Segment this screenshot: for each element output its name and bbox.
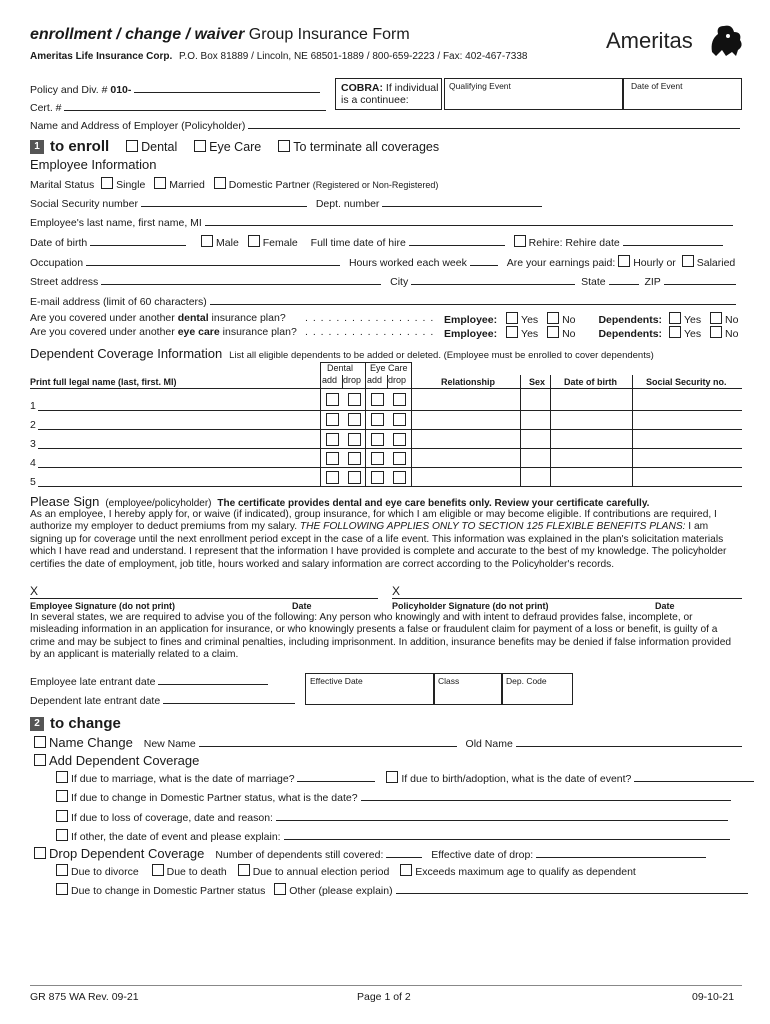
fulltime-label: Full time date of hire bbox=[310, 237, 406, 249]
dep-code-label: Dep. Code bbox=[506, 676, 547, 686]
drop-dependent-row bbox=[34, 846, 706, 861]
dep2-eye-add-checkbox[interactable] bbox=[371, 413, 384, 426]
drop-reasons-row bbox=[56, 864, 636, 878]
lion-icon bbox=[706, 22, 746, 58]
dental-answers bbox=[444, 312, 738, 326]
section-number-1: 1 bbox=[30, 140, 44, 154]
dep-sep-6 bbox=[520, 375, 521, 487]
sign-p1: As an employee, I hereby apply for, or waive (if indicated), group insurance, for which I am eligible or may become eligible. If contributions are required, I authorize my employer to deduct premiums from my salary. bbox=[30, 509, 717, 533]
policyholder-signature-line[interactable] bbox=[392, 598, 742, 599]
dental-dep-yes-label: Yes bbox=[683, 314, 702, 326]
company-address: P.O. Box 81889 / Lincoln, NE 68501-1889 / 800-659-2223 / Fax: 402-467-7338 bbox=[179, 51, 528, 62]
dep1-eye-add-checkbox[interactable] bbox=[371, 393, 384, 406]
hourly-label: Hourly or bbox=[633, 257, 676, 269]
dep3-eye-drop-checkbox[interactable] bbox=[393, 433, 406, 446]
dep5-dental-drop-checkbox[interactable] bbox=[348, 471, 361, 484]
num-deps-field[interactable] bbox=[386, 847, 422, 858]
female-checkbox[interactable] bbox=[248, 235, 260, 247]
dp-change-label: Due to change in Domestic Partner status bbox=[71, 885, 266, 897]
marital-row bbox=[30, 177, 438, 191]
policyholder-signature-label: Policyholder Signature (do not print) bbox=[392, 601, 549, 611]
annual-label: Due to annual election period bbox=[252, 866, 390, 878]
dep-row-number: 1 bbox=[30, 400, 36, 412]
policy-label: Policy and Div. # bbox=[30, 84, 108, 96]
employee-name-label: Employee's last name, first name, MI bbox=[30, 217, 202, 229]
eye-answers bbox=[444, 326, 738, 340]
dep-col-dental-add: add bbox=[322, 375, 338, 385]
employee-signature-x: X bbox=[30, 584, 39, 598]
date-of-event-box[interactable] bbox=[622, 78, 742, 110]
dep-col-eyecare: Eye Care bbox=[370, 363, 408, 373]
occupation-label: Occupation bbox=[30, 257, 84, 269]
annual-checkbox[interactable] bbox=[238, 864, 250, 876]
dep4-eye-add-checkbox[interactable] bbox=[371, 452, 384, 465]
address-row bbox=[30, 274, 736, 288]
cobra-box bbox=[335, 78, 442, 110]
other-explain-label: Other (please explain) bbox=[289, 885, 393, 897]
enroll-heading bbox=[30, 138, 439, 155]
dep-sep-1 bbox=[320, 363, 321, 487]
change-heading bbox=[30, 715, 121, 732]
dental-dep-no-checkbox[interactable] bbox=[710, 312, 722, 324]
zip-field[interactable] bbox=[664, 274, 736, 285]
eye-dep-yes-checkbox[interactable] bbox=[669, 326, 681, 338]
domestic-label: Domestic Partner bbox=[228, 179, 310, 191]
new-name-field[interactable] bbox=[199, 736, 457, 747]
employee-signature-label: Employee Signature (do not print) bbox=[30, 601, 176, 611]
cert-field[interactable] bbox=[64, 100, 326, 111]
form-title-rest: Group Insurance Form bbox=[244, 26, 410, 43]
dependent-heading bbox=[30, 346, 654, 361]
zip-label: ZIP bbox=[644, 276, 661, 288]
dep-row-line[interactable] bbox=[38, 410, 742, 411]
q-dental-bold: dental bbox=[177, 312, 209, 324]
birth-label: If due to birth/adoption, what is the date of event? bbox=[401, 773, 632, 785]
other-explain-field[interactable] bbox=[396, 883, 748, 894]
dep-row-line[interactable] bbox=[38, 429, 742, 430]
dependent-note: List all eligible dependents to be added or deleted. (Employee must be enrolled to cover dependents) bbox=[229, 350, 654, 361]
eye-emp-no-checkbox[interactable] bbox=[547, 326, 559, 338]
employer-row bbox=[30, 118, 740, 132]
state-field[interactable] bbox=[609, 274, 639, 285]
dental-emp-yes-checkbox[interactable] bbox=[506, 312, 518, 324]
dep-col-sex: Sex bbox=[529, 377, 546, 387]
birth-field[interactable] bbox=[634, 771, 754, 782]
dep5-dental-add-checkbox[interactable] bbox=[326, 471, 339, 484]
female-label: Female bbox=[262, 237, 298, 249]
hours-label: Hours worked each week bbox=[348, 257, 467, 269]
email-field[interactable] bbox=[210, 294, 736, 305]
dependent-late-label: Dependent late entrant date bbox=[30, 695, 161, 707]
employee-date-label: Date bbox=[292, 601, 312, 611]
city-field[interactable] bbox=[411, 274, 575, 285]
add-dependent-checkbox[interactable] bbox=[34, 754, 46, 766]
single-checkbox[interactable] bbox=[101, 177, 113, 189]
dep-col-eye-drop: drop bbox=[388, 375, 407, 385]
marriage-row bbox=[56, 771, 754, 785]
domestic-change-row bbox=[56, 790, 731, 804]
dep-row-number: 3 bbox=[30, 438, 36, 450]
logo-text: Ameritas bbox=[606, 28, 693, 53]
salaried-label: Salaried bbox=[696, 257, 736, 269]
ssn-row bbox=[30, 196, 542, 210]
occupation-field[interactable] bbox=[86, 255, 340, 266]
eye-dep-no-checkbox[interactable] bbox=[710, 326, 722, 338]
dep-row-number: 5 bbox=[30, 476, 36, 488]
dob-label: Date of birth bbox=[30, 237, 88, 249]
dep-col-dental-drop: drop bbox=[343, 375, 362, 385]
policy-number bbox=[30, 82, 320, 96]
employee-late-label: Employee late entrant date bbox=[30, 676, 156, 688]
dob-field[interactable] bbox=[90, 235, 186, 246]
dep1-eye-drop-checkbox[interactable] bbox=[393, 393, 406, 406]
dep1-dental-add-checkbox[interactable] bbox=[326, 393, 339, 406]
footer-page-number: Page 1 of 2 bbox=[357, 991, 411, 1003]
old-name-field[interactable] bbox=[516, 736, 742, 747]
dep4-dental-add-checkbox[interactable] bbox=[326, 452, 339, 465]
hours-field[interactable] bbox=[470, 255, 498, 266]
class-box[interactable] bbox=[433, 673, 503, 705]
employee-late-field[interactable] bbox=[158, 674, 268, 685]
footer-rule bbox=[30, 985, 742, 986]
dep1-dental-drop-checkbox[interactable] bbox=[348, 393, 361, 406]
dep4-dental-drop-checkbox[interactable] bbox=[348, 452, 361, 465]
single-label: Single bbox=[116, 179, 146, 191]
dental-label: Dental bbox=[141, 140, 178, 154]
dep-row-number: 2 bbox=[30, 419, 36, 431]
q-dental-pre: Are you covered under another bbox=[30, 312, 178, 324]
sign-paragraph bbox=[30, 509, 742, 571]
state-label: State bbox=[581, 276, 606, 288]
cobra-label: COBRA: bbox=[341, 82, 383, 94]
dep-col-name: Print full legal name (last, first. MI) bbox=[30, 377, 177, 387]
employer-field[interactable] bbox=[248, 118, 740, 129]
dp-change-checkbox[interactable] bbox=[56, 883, 68, 895]
dep-code-box[interactable] bbox=[501, 673, 573, 705]
company-line bbox=[30, 51, 527, 62]
cert-number bbox=[30, 100, 326, 114]
dep-row-line[interactable] bbox=[38, 467, 742, 468]
other-event-row bbox=[56, 829, 730, 843]
street-label: Street address bbox=[30, 276, 99, 288]
dep-col-ssn: Social Security no. bbox=[646, 377, 727, 387]
employee-signature-line[interactable] bbox=[30, 598, 378, 599]
other-event-field[interactable] bbox=[284, 829, 730, 840]
dep3-eye-add-checkbox[interactable] bbox=[371, 433, 384, 446]
sign-bold: The certificate provides dental and eye care benefits only. Review your certificate carefully. bbox=[217, 498, 650, 509]
dep-col-dob: Date of birth bbox=[564, 377, 617, 387]
domestic-checkbox[interactable] bbox=[214, 177, 226, 189]
dep-row-number: 4 bbox=[30, 457, 36, 469]
dependent-late-row bbox=[30, 693, 295, 707]
employee-info-heading: Employee Information bbox=[30, 157, 157, 172]
dental-dependents-label: Dependents: bbox=[598, 314, 663, 326]
sign-heading bbox=[30, 494, 649, 509]
change-title: to change bbox=[50, 715, 121, 732]
drop-dependent-label: Drop Dependent Coverage bbox=[49, 846, 205, 861]
effective-date-box[interactable] bbox=[305, 673, 435, 705]
dep-sep-8 bbox=[632, 375, 633, 487]
dep3-dental-drop-checkbox[interactable] bbox=[348, 433, 361, 446]
other-eye-question bbox=[30, 326, 297, 338]
dental-emp-no-label: No bbox=[562, 314, 576, 326]
dental-dots: . . . . . . . . . . . . . . . . . bbox=[305, 312, 435, 324]
email-label: E-mail address (limit of 60 characters) bbox=[30, 296, 207, 308]
sign-p2: I am signing up for coverage until the next enrollment period except in the case of a life event. This information was explained in the plan's solicitation materials which I have read and understand. I represent that the information I have provided is complete and accurate to the best of my knowledge. The policyholder certifies the date of employment, job title, hours worked and salary information are correct according to the Policyholder's records. bbox=[30, 521, 727, 570]
dependent-late-field[interactable] bbox=[163, 693, 295, 704]
enroll-title: to enroll bbox=[50, 138, 110, 155]
street-field[interactable] bbox=[101, 274, 381, 285]
marriage-field[interactable] bbox=[297, 771, 375, 782]
dep-table-header-line bbox=[30, 388, 742, 389]
q-eye-bold: eye care bbox=[177, 326, 220, 338]
rehire-label: Rehire: Rehire date bbox=[528, 237, 620, 249]
employer-label: Name and Address of Employer (Policyholder) bbox=[30, 120, 246, 132]
footer-form-number: GR 875 WA Rev. 09-21 bbox=[30, 991, 139, 1003]
eye-emp-yes-label: Yes bbox=[521, 328, 539, 340]
qualifying-event-label: Qualifying Event bbox=[449, 81, 511, 91]
effective-date-label: Effective Date bbox=[310, 676, 363, 686]
cert-label: Cert. # bbox=[30, 102, 62, 114]
domestic-change-checkbox[interactable] bbox=[56, 790, 68, 802]
domestic-note: (Registered or Non-Registered) bbox=[312, 180, 439, 190]
old-name-label: Old Name bbox=[465, 738, 513, 750]
terminate-label: To terminate all coverages bbox=[293, 140, 440, 154]
eye-dep-no-label: No bbox=[725, 328, 739, 340]
divorce-label: Due to divorce bbox=[71, 866, 139, 878]
date-of-event-label: Date of Event bbox=[631, 81, 683, 91]
class-label: Class bbox=[438, 676, 460, 686]
dep-sep-5 bbox=[411, 363, 412, 487]
other-event-checkbox[interactable] bbox=[56, 829, 68, 841]
q-dental-post: insurance plan? bbox=[208, 312, 286, 324]
logo bbox=[606, 28, 693, 54]
sign-title: Please Sign bbox=[30, 494, 100, 509]
policyholder-signature-x: X bbox=[392, 584, 401, 598]
dep3-dental-add-checkbox[interactable] bbox=[326, 433, 339, 446]
policy-prefix: 010- bbox=[110, 84, 132, 96]
divorce-checkbox[interactable] bbox=[56, 864, 68, 876]
eff-drop-field[interactable] bbox=[536, 847, 706, 858]
dep4-eye-drop-checkbox[interactable] bbox=[393, 452, 406, 465]
policyholder-date-label: Date bbox=[655, 601, 675, 611]
dental-emp-no-checkbox[interactable] bbox=[547, 312, 559, 324]
dep-col-dental: Dental bbox=[327, 363, 354, 373]
name-change-checkbox[interactable] bbox=[34, 736, 46, 748]
exceeds-age-label: Exceeds maximum age to qualify as dependent bbox=[415, 866, 636, 878]
loss-checkbox[interactable] bbox=[56, 810, 68, 822]
cobra-text: If individual bbox=[385, 82, 439, 94]
q-eye-post: insurance plan? bbox=[219, 326, 297, 338]
hourly-checkbox[interactable] bbox=[618, 255, 630, 267]
policy-field[interactable] bbox=[134, 82, 320, 93]
dep-col-relationship: Relationship bbox=[441, 377, 496, 387]
dept-field[interactable] bbox=[382, 196, 542, 207]
employee-name-field[interactable] bbox=[205, 215, 733, 226]
form-title-bold: enrollment / change / waiver bbox=[30, 26, 245, 43]
qualifying-event-box[interactable] bbox=[444, 78, 624, 110]
footer-date: 09-10-21 bbox=[692, 991, 735, 1003]
employee-late-row bbox=[30, 674, 268, 688]
dep-col-eye-add: add bbox=[367, 375, 383, 385]
dep5-eye-drop-checkbox[interactable] bbox=[393, 471, 406, 484]
city-label: City bbox=[390, 276, 409, 288]
name-change-row bbox=[34, 735, 742, 750]
eye-dep-yes-label: Yes bbox=[683, 328, 702, 340]
add-dependent-row bbox=[34, 753, 199, 768]
sign-p1-italic: THE FOLLOWING APPLIES ONLY TO SECTION 125 FLEXIBLE BENEFITS PLANS: bbox=[299, 521, 686, 533]
dep-row-line[interactable] bbox=[38, 448, 742, 449]
fraud-warning: In several states, we are required to advise you of the following: Any person who knowingly and with intent to defraud provides false, incomplete, or misleading information in an application for insurance, or who knowingly presents a false or fraudulent claim for payment of a loss or benefit, is guilty of a crime and may be subject to fines and criminal penalties, including imprisonment. In addition, insurance benefits may be denied if false information provided by an applicant is materially related to a claim. bbox=[30, 612, 732, 661]
male-checkbox[interactable] bbox=[201, 235, 213, 247]
terminate-checkbox[interactable] bbox=[278, 140, 290, 152]
add-dependent-label: Add Dependent Coverage bbox=[49, 753, 200, 768]
eyecare-label: Eye Care bbox=[209, 140, 262, 154]
rehire-checkbox[interactable] bbox=[514, 235, 526, 247]
earnings-label: Are your earnings paid: bbox=[506, 257, 616, 269]
eff-drop-label: Effective date of drop: bbox=[431, 849, 534, 861]
loss-field[interactable] bbox=[276, 810, 728, 821]
dep-sep-3 bbox=[365, 363, 366, 487]
birth-checkbox[interactable] bbox=[386, 771, 398, 783]
marital-label: Marital Status bbox=[30, 179, 95, 191]
dep-sep-4 bbox=[387, 375, 388, 389]
drop-other-row bbox=[56, 883, 748, 897]
dep2-dental-drop-checkbox[interactable] bbox=[348, 413, 361, 426]
eye-dots: . . . . . . . . . . . . . . . . . bbox=[305, 326, 435, 338]
marriage-checkbox[interactable] bbox=[56, 771, 68, 783]
eyecare-checkbox[interactable] bbox=[194, 140, 206, 152]
loss-label: If due to loss of coverage, date and reason: bbox=[71, 812, 273, 824]
section-number-2: 2 bbox=[30, 717, 44, 731]
dental-checkbox[interactable] bbox=[126, 140, 138, 152]
married-checkbox[interactable] bbox=[154, 177, 166, 189]
marriage-label: If due to marriage, what is the date of marriage? bbox=[71, 773, 295, 785]
dental-emp-yes-label: Yes bbox=[521, 314, 539, 326]
other-dental-question bbox=[30, 312, 286, 324]
dep-sep-7 bbox=[550, 375, 551, 487]
occupation-row bbox=[30, 255, 735, 269]
dob-row bbox=[30, 235, 723, 249]
new-name-label: New Name bbox=[143, 738, 196, 750]
dep-row-line[interactable] bbox=[38, 486, 742, 487]
salaried-checkbox[interactable] bbox=[682, 255, 694, 267]
dental-dep-no-label: No bbox=[725, 314, 739, 326]
eye-emp-yes-checkbox[interactable] bbox=[506, 326, 518, 338]
drop-dependent-checkbox[interactable] bbox=[34, 847, 46, 859]
loss-row bbox=[56, 810, 728, 824]
email-row bbox=[30, 294, 736, 308]
other-event-label: If other, the date of event and please explain: bbox=[71, 831, 281, 843]
name-row bbox=[30, 215, 733, 229]
dental-dep-yes-checkbox[interactable] bbox=[669, 312, 681, 324]
form-title bbox=[30, 26, 410, 44]
death-label: Due to death bbox=[166, 866, 227, 878]
dental-employee-label: Employee: bbox=[444, 314, 498, 326]
dep5-eye-add-checkbox[interactable] bbox=[371, 471, 384, 484]
cobra-text2: is a continuee: bbox=[341, 94, 409, 106]
rehire-field[interactable] bbox=[623, 235, 723, 246]
domestic-change-field[interactable] bbox=[361, 790, 731, 801]
ssn-label: Social Security number bbox=[30, 198, 138, 210]
male-label: Male bbox=[216, 237, 239, 249]
num-deps-label: Number of dependents still covered: bbox=[215, 849, 384, 861]
name-change-label: Name Change bbox=[49, 735, 133, 750]
sign-who: (employee/policyholder) bbox=[105, 498, 212, 509]
dep-sep-2 bbox=[342, 375, 343, 389]
dep2-eye-drop-checkbox[interactable] bbox=[393, 413, 406, 426]
ssn-field[interactable] bbox=[141, 196, 307, 207]
married-label: Married bbox=[169, 179, 205, 191]
dep2-dental-add-checkbox[interactable] bbox=[326, 413, 339, 426]
dependent-title: Dependent Coverage Information bbox=[30, 346, 223, 361]
eye-emp-no-label: No bbox=[562, 328, 576, 340]
company-name: Ameritas Life Insurance Corp. bbox=[30, 51, 173, 62]
other-explain-checkbox[interactable] bbox=[274, 883, 286, 895]
eye-employee-label: Employee: bbox=[444, 328, 498, 340]
exceeds-age-checkbox[interactable] bbox=[400, 864, 412, 876]
fulltime-field[interactable] bbox=[409, 235, 505, 246]
dept-label: Dept. number bbox=[315, 198, 380, 210]
domestic-change-label: If due to change in Domestic Partner status, what is the date? bbox=[71, 792, 358, 804]
q-eye-pre: Are you covered under another bbox=[30, 326, 178, 338]
death-checkbox[interactable] bbox=[152, 864, 164, 876]
eye-dependents-label: Dependents: bbox=[598, 328, 663, 340]
